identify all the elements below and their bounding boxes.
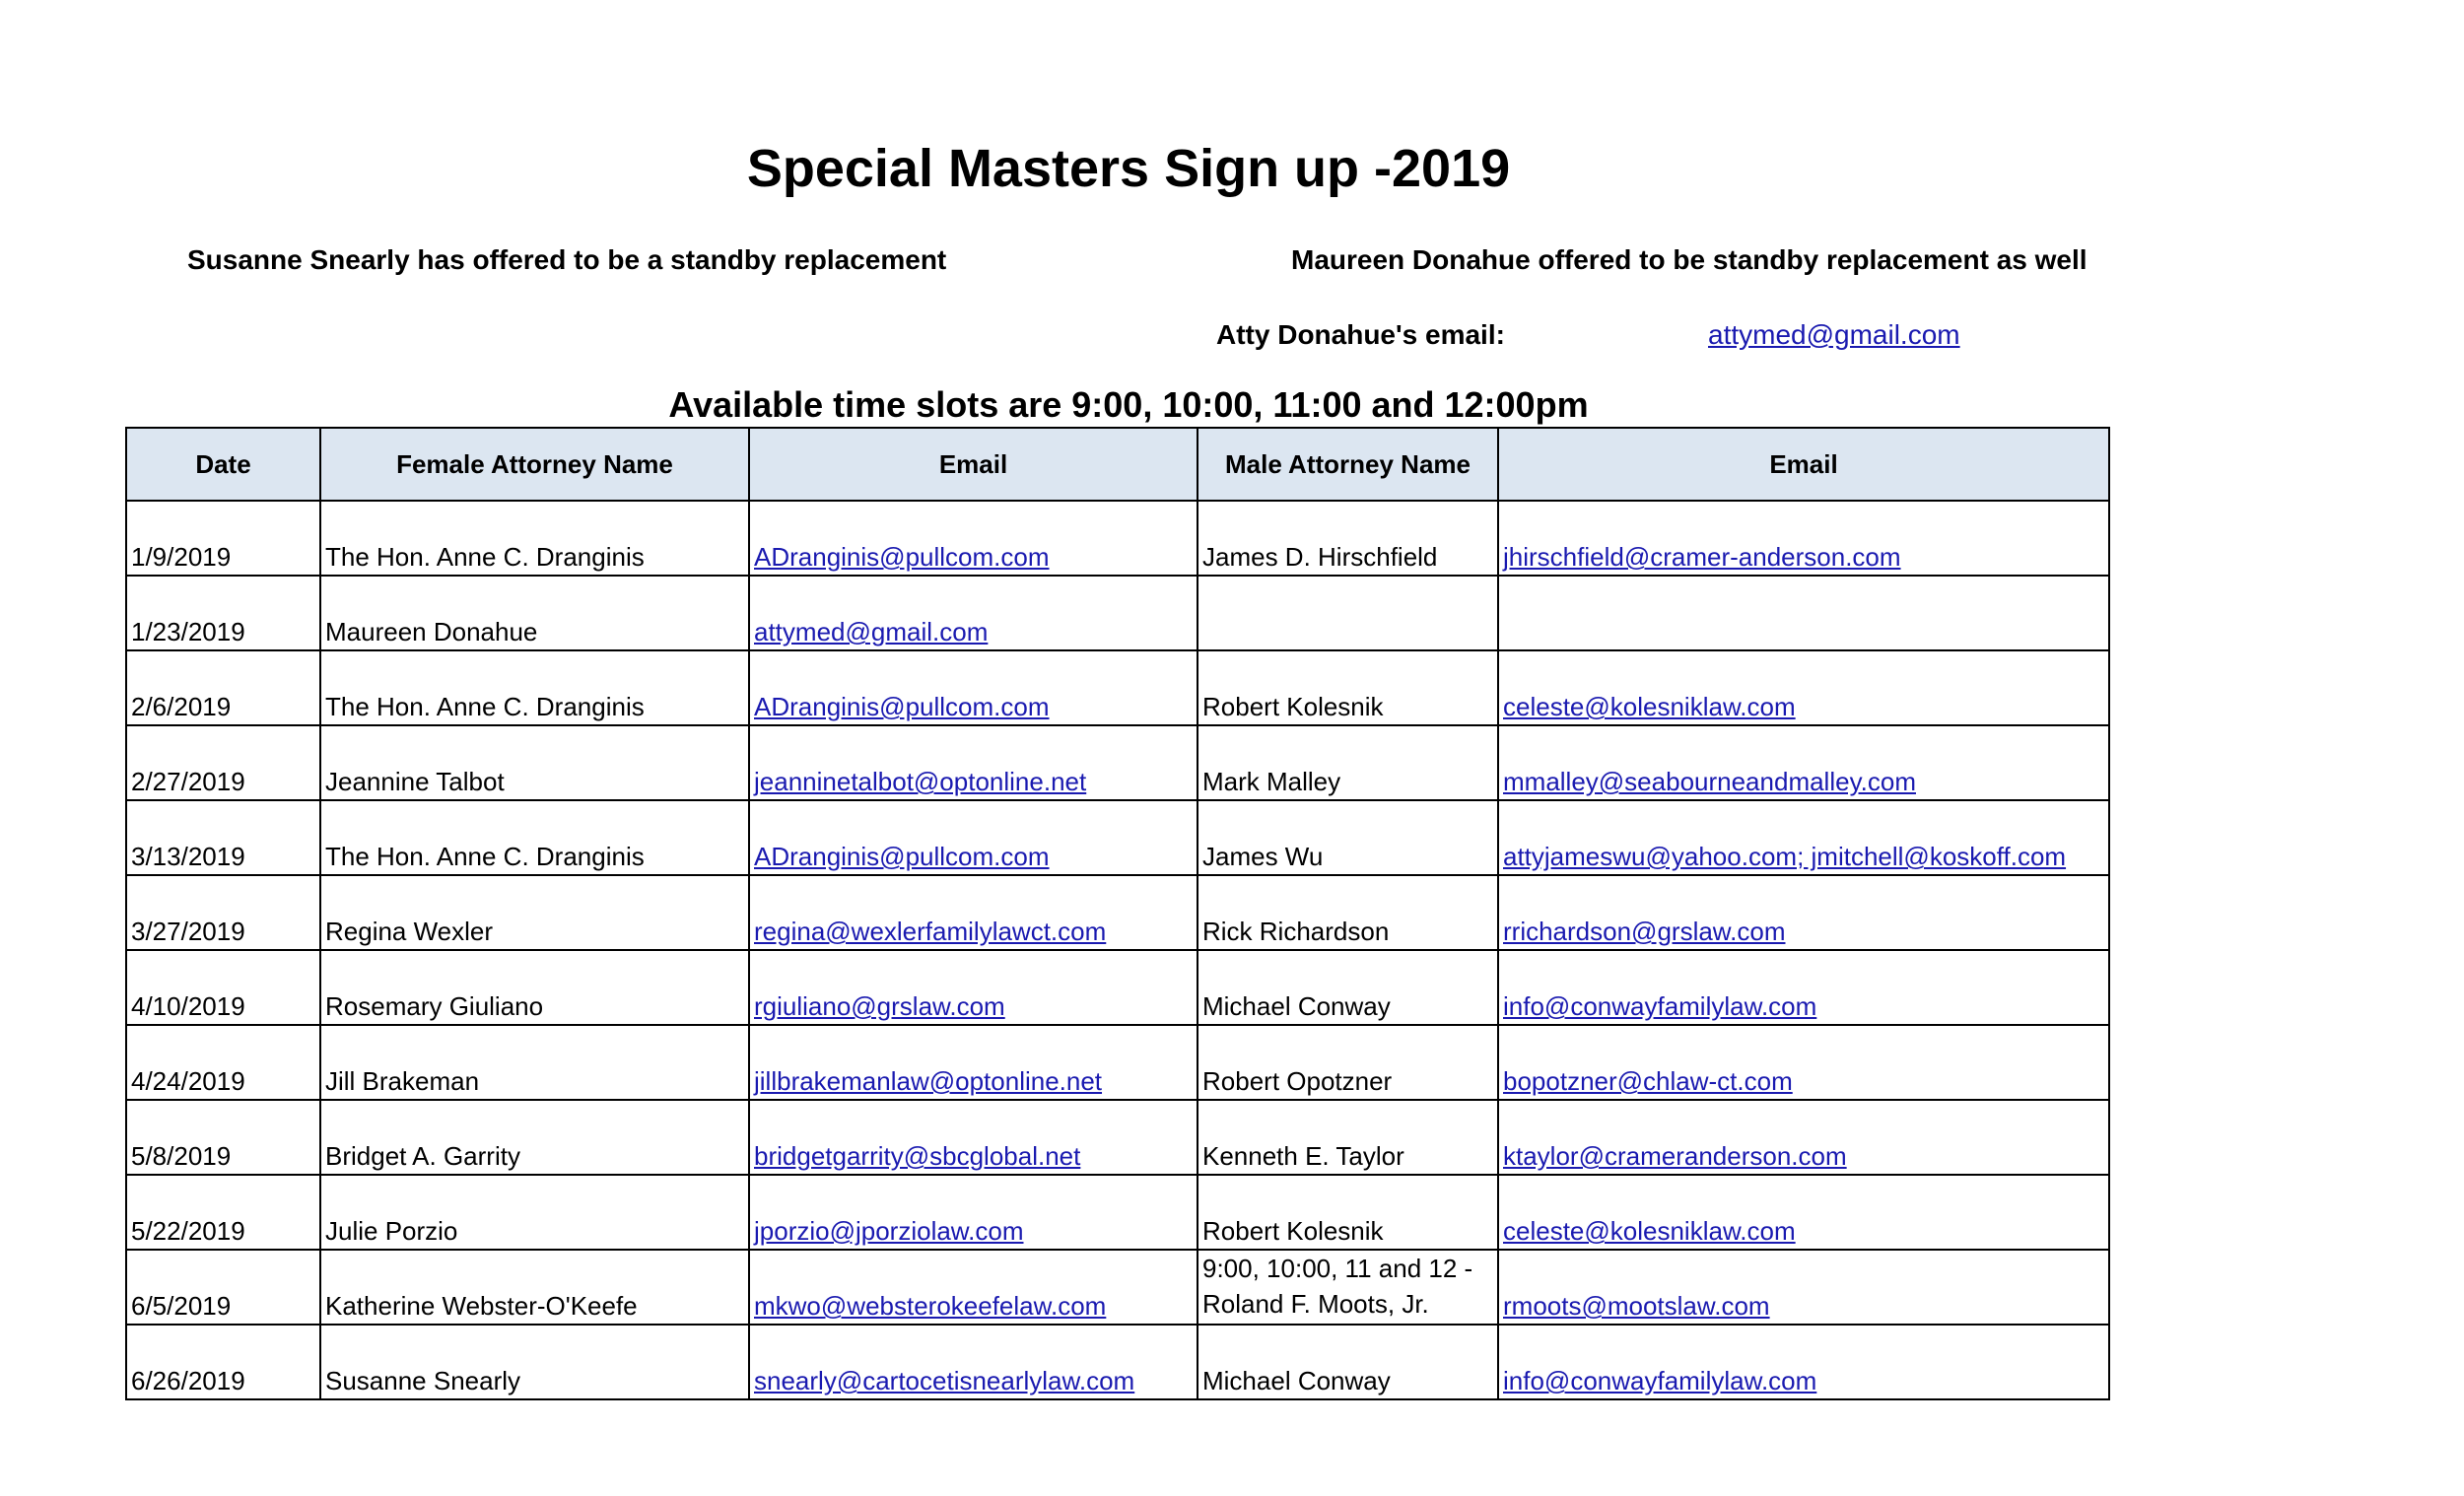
table-row — [126, 800, 2109, 875]
male-email-link[interactable]: rmoots@mootslaw.com — [1503, 1291, 1770, 1321]
male-email-cell — [1498, 950, 2109, 1025]
date-text: 4/24/2019 — [131, 1066, 245, 1096]
date-text: 6/26/2019 — [131, 1366, 245, 1395]
date-text: 4/10/2019 — [131, 991, 245, 1021]
female-attorney-text: Regina Wexler — [325, 917, 494, 946]
female-email-cell — [749, 1100, 1198, 1175]
female-email-cell — [749, 950, 1198, 1025]
date-cell — [126, 1250, 320, 1325]
male-attorney-text: Michael Conway — [1202, 1366, 1391, 1395]
male-attorney-cell — [1198, 1325, 1498, 1399]
date-cell — [126, 1175, 320, 1250]
female-attorney-cell — [320, 1325, 749, 1399]
male-attorney-text: Kenneth E. Taylor — [1202, 1141, 1404, 1171]
header-male-attorney: Male Attorney Name — [1198, 428, 1498, 501]
female-attorney-text: Susanne Snearly — [325, 1366, 521, 1395]
header-male-email: Email — [1498, 428, 2109, 501]
male-email-cell — [1498, 1025, 2109, 1100]
date-text: 1/9/2019 — [131, 542, 232, 572]
female-email-cell — [749, 725, 1198, 800]
male-attorney-text: James Wu — [1202, 842, 1324, 871]
female-attorney-cell — [320, 576, 749, 650]
female-attorney-text: Julie Porzio — [325, 1216, 458, 1246]
table-row — [126, 501, 2109, 576]
male-attorney-cell — [1198, 950, 1498, 1025]
male-email-cell — [1498, 875, 2109, 950]
male-attorney-cell — [1198, 501, 1498, 576]
header-date: Date — [126, 428, 320, 501]
female-email-cell — [749, 501, 1198, 576]
male-attorney-text: Michael Conway — [1202, 991, 1391, 1021]
table-body — [126, 501, 2109, 1399]
male-attorney-cell — [1198, 800, 1498, 875]
male-email-link[interactable]: attyjameswu@yahoo.com; jmitchell@koskoff.com — [1503, 842, 2067, 871]
female-attorney-text: Maureen Donahue — [325, 617, 538, 646]
female-attorney-cell — [320, 1175, 749, 1250]
female-email-cell — [749, 875, 1198, 950]
male-email-cell — [1498, 1325, 2109, 1399]
female-attorney-cell — [320, 501, 749, 576]
male-attorney-text: Rick Richardson — [1202, 917, 1390, 946]
female-email-link[interactable]: ADranginis@pullcom.com — [754, 692, 1050, 721]
table-row — [126, 950, 2109, 1025]
table-row — [126, 1175, 2109, 1250]
female-attorney-text: The Hon. Anne C. Dranginis — [325, 542, 645, 572]
female-email-link[interactable]: jporzio@jporziolaw.com — [754, 1216, 1024, 1246]
standby-note-right: Maureen Donahue offered to be standby replacement as well — [1291, 244, 2088, 275]
date-cell — [126, 875, 320, 950]
date-cell — [126, 950, 320, 1025]
male-attorney-cell — [1198, 576, 1498, 650]
male-email-cell — [1498, 1175, 2109, 1250]
female-attorney-text: The Hon. Anne C. Dranginis — [325, 842, 645, 871]
male-attorney-cell — [1198, 875, 1498, 950]
male-email-cell — [1498, 576, 2109, 650]
male-email-link[interactable]: celeste@kolesniklaw.com — [1503, 1216, 1796, 1246]
table-row — [126, 1250, 2109, 1325]
standby-note-left: Susanne Snearly has offered to be a standby replacement — [187, 244, 947, 275]
female-email-link[interactable]: bridgetgarrity@sbcglobal.net — [754, 1141, 1081, 1171]
date-text: 2/27/2019 — [131, 767, 245, 796]
date-cell — [126, 576, 320, 650]
date-text: 2/6/2019 — [131, 692, 232, 721]
date-cell — [126, 1100, 320, 1175]
header-female-attorney: Female Attorney Name — [320, 428, 749, 501]
female-email-link[interactable]: ADranginis@pullcom.com — [754, 842, 1050, 871]
table-row — [126, 576, 2109, 650]
table-row — [126, 725, 2109, 800]
female-email-link[interactable]: mkwo@websterokeefelaw.com — [754, 1291, 1107, 1321]
male-email-link[interactable]: rrichardson@grslaw.com — [1503, 917, 1786, 946]
male-attorney-cell — [1198, 1100, 1498, 1175]
female-attorney-text: Jill Brakeman — [325, 1066, 480, 1096]
header-female-email: Email — [749, 428, 1198, 501]
male-email-cell — [1498, 800, 2109, 875]
date-text: 5/8/2019 — [131, 1141, 232, 1171]
female-attorney-cell — [320, 800, 749, 875]
table-row — [126, 1100, 2109, 1175]
date-cell — [126, 725, 320, 800]
male-email-link[interactable]: celeste@kolesniklaw.com — [1503, 692, 1796, 721]
female-email-link[interactable]: regina@wexlerfamilylawct.com — [754, 917, 1107, 946]
male-attorney-text: Robert Kolesnik — [1202, 692, 1384, 721]
male-email-link[interactable]: ktaylor@crameranderson.com — [1503, 1141, 1847, 1171]
female-email-link[interactable]: jillbrakemanlaw@optonline.net — [754, 1066, 1103, 1096]
table-row — [126, 1325, 2109, 1399]
date-cell — [126, 1325, 320, 1399]
male-email-cell — [1498, 650, 2109, 725]
male-attorney-text: Robert Kolesnik — [1202, 1216, 1384, 1246]
page-title: Special Masters Sign up -2019 — [746, 139, 1511, 198]
female-attorney-cell — [320, 650, 749, 725]
table-row — [126, 650, 2109, 725]
date-cell — [126, 650, 320, 725]
male-attorney-text: 9:00, 10:00, 11 and 12 - Roland F. Moots, Jr. — [1202, 1254, 1473, 1319]
female-email-cell — [749, 1325, 1198, 1399]
female-email-link[interactable]: attymed@gmail.com — [754, 617, 989, 646]
male-attorney-cell — [1198, 1175, 1498, 1250]
female-attorney-text: Rosemary Giuliano — [325, 991, 544, 1021]
signup-table — [125, 427, 2110, 1400]
male-email-link[interactable]: bopotzner@chlaw-ct.com — [1503, 1066, 1793, 1096]
female-attorney-cell — [320, 1025, 749, 1100]
female-attorney-cell — [320, 1250, 749, 1325]
male-email-link[interactable]: info@conwayfamilylaw.com — [1503, 1366, 1817, 1395]
atty-email-link[interactable]: attymed@gmail.com — [1708, 319, 1960, 350]
female-email-cell — [749, 576, 1198, 650]
male-attorney-cell — [1198, 650, 1498, 725]
atty-email-label: Atty Donahue's email: — [1216, 319, 1505, 350]
date-text: 6/5/2019 — [131, 1291, 232, 1321]
date-text: 3/13/2019 — [131, 842, 245, 871]
female-attorney-cell — [320, 725, 749, 800]
date-cell — [126, 501, 320, 576]
date-cell — [126, 800, 320, 875]
female-email-link[interactable]: ADranginis@pullcom.com — [754, 542, 1050, 572]
female-attorney-text: Katherine Webster-O'Keefe — [325, 1291, 638, 1321]
female-email-cell — [749, 800, 1198, 875]
female-attorney-cell — [320, 950, 749, 1025]
female-attorney-cell — [320, 1100, 749, 1175]
female-email-link[interactable]: snearly@cartocetisnearlylaw.com — [754, 1366, 1135, 1395]
male-attorney-text: Robert Opotzner — [1202, 1066, 1393, 1096]
male-email-link[interactable]: info@conwayfamilylaw.com — [1503, 991, 1817, 1021]
female-email-cell — [749, 1025, 1198, 1100]
date-text: 5/22/2019 — [131, 1216, 245, 1246]
male-email-cell — [1498, 1250, 2109, 1325]
female-email-link[interactable]: rgiuliano@grslaw.com — [754, 991, 1005, 1021]
male-email-cell — [1498, 1100, 2109, 1175]
male-attorney-text: Mark Malley — [1202, 767, 1341, 796]
date-text: 3/27/2019 — [131, 917, 245, 946]
table-row — [126, 1025, 2109, 1100]
male-attorney-text: James D. Hirschfield — [1202, 542, 1438, 572]
male-attorney-cell — [1198, 1025, 1498, 1100]
time-slots-heading: Available time slots are 9:00, 10:00, 11:00 and 12:00pm — [668, 384, 1589, 425]
table-header-row — [126, 428, 2109, 501]
date-text: 1/23/2019 — [131, 617, 245, 646]
male-attorney-cell — [1198, 725, 1498, 800]
female-attorney-text: The Hon. Anne C. Dranginis — [325, 692, 645, 721]
date-cell — [126, 1025, 320, 1100]
female-email-cell — [749, 1175, 1198, 1250]
male-email-link[interactable]: jhirschfield@cramer-anderson.com — [1503, 542, 1901, 572]
male-email-link[interactable]: mmalley@seabourneandmalley.com — [1503, 767, 1916, 796]
female-attorney-text: Jeannine Talbot — [325, 767, 505, 796]
male-attorney-cell — [1198, 1250, 1498, 1325]
female-email-cell — [749, 1250, 1198, 1325]
male-email-cell — [1498, 725, 2109, 800]
male-email-cell — [1498, 501, 2109, 576]
female-email-cell — [749, 650, 1198, 725]
female-attorney-text: Bridget A. Garrity — [325, 1141, 520, 1171]
female-email-link[interactable]: jeanninetalbot@optonline.net — [754, 767, 1087, 796]
table-row — [126, 875, 2109, 950]
female-attorney-cell — [320, 875, 749, 950]
